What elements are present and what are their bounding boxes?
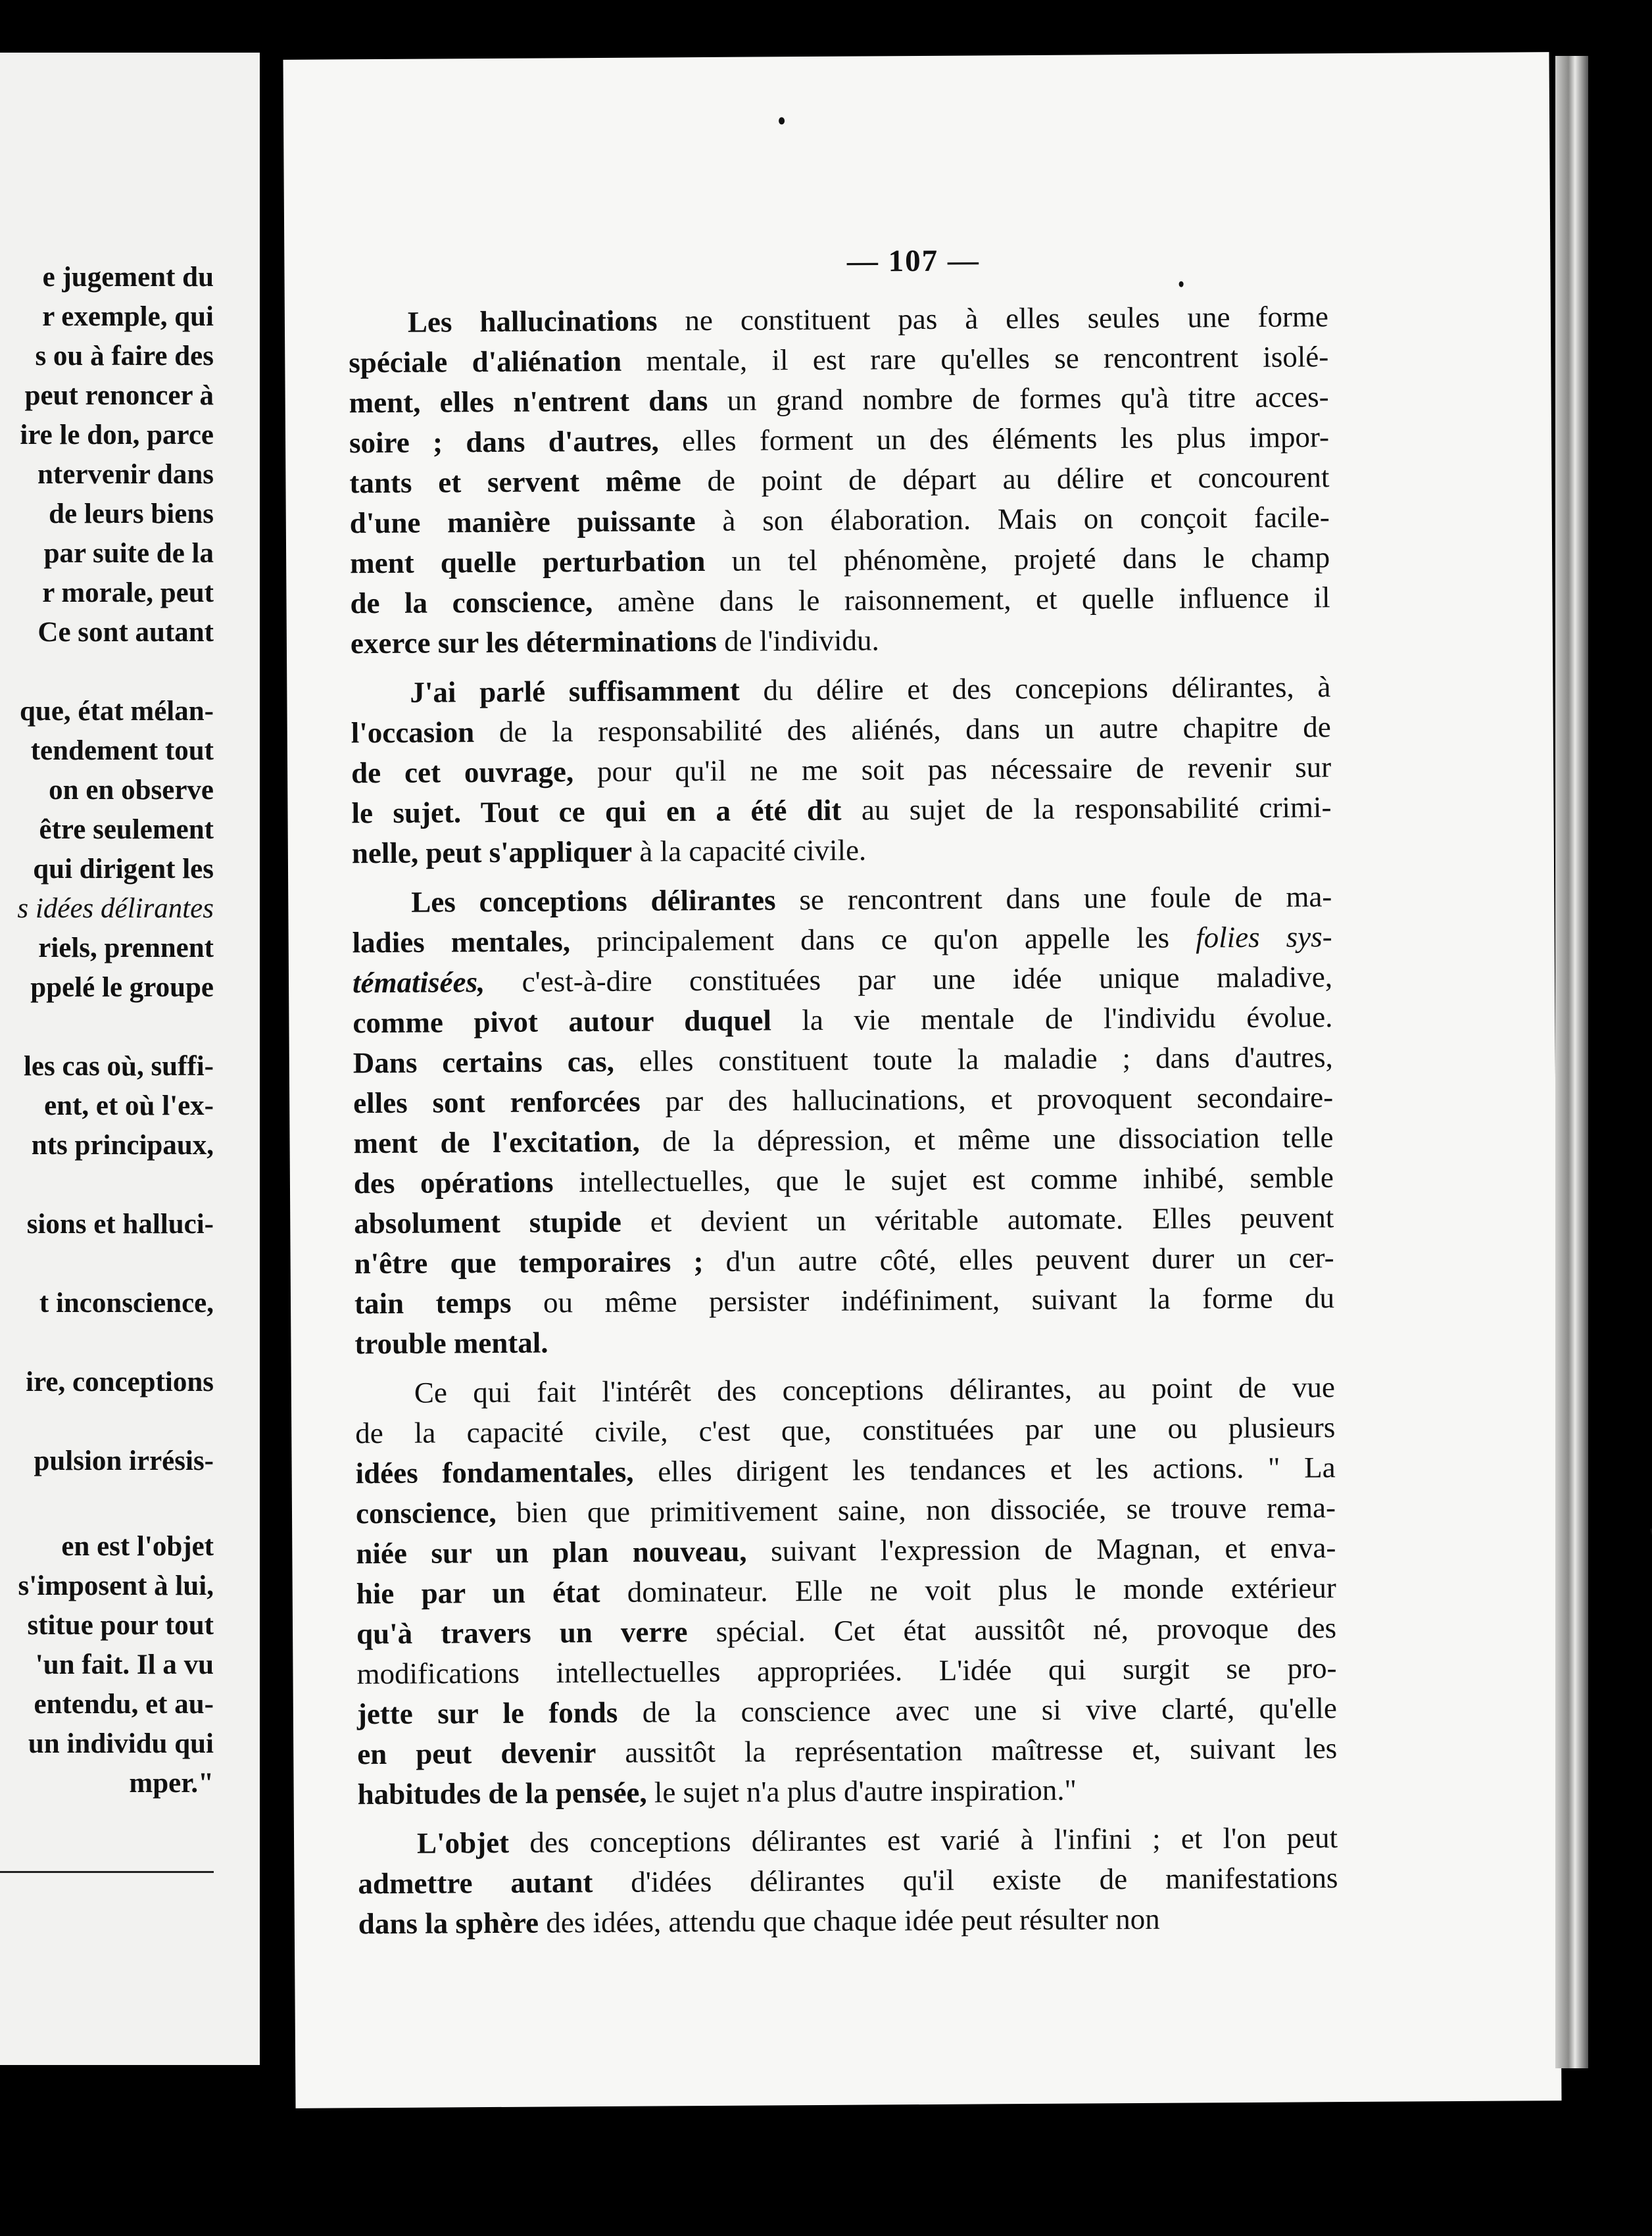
paragraph-line: tain temps ou même persister indéfiniment, suivant la forme du [354,1281,1335,1321]
paragraph-line: ment, elles n'entrent dans un grand nombre de formes qu'à titre acces- [349,380,1329,420]
left-page-line: tendement tout [30,735,214,766]
left-page-rule [0,1871,214,1873]
paragraph-line: Dans certains cas, elles constituent toute la maladie ; dans d'autres, [352,1040,1333,1080]
paragraph-line: ladies mentales, principalement dans ce qu'on appelle les folies sys- [352,920,1332,960]
paragraph-line: spéciale d'aliénation mentale, il est rare qu'elles se rencontrent isolé- [349,340,1329,379]
left-page-line: 'un fait. Il a vu [35,1649,214,1680]
left-page-line: ent, et où l'ex- [44,1090,214,1121]
main-page [283,52,1562,2108]
left-page-line: r exemple, qui [42,301,214,332]
left-page-line: mper." [129,1768,214,1799]
left-page-line: s ou à faire des [35,341,214,372]
paragraph-line: tants et servent même de point de départ au délire et concourent [349,460,1330,500]
paragraph-first-line: J'ai parlé suffisamment du délire et des concepions délirantes, à [410,670,1331,709]
facing-page-left [0,53,260,2065]
left-page-line: entendu, et au- [34,1689,214,1720]
page-number: — 107 — [846,243,981,279]
paragraph-line: admettre autant d'idées délirantes qu'il existe de manifestations [358,1861,1338,1901]
paragraph-line: ment de l'excitation, de la dépression, et même une dissociation telle [353,1121,1334,1160]
left-page-line: riels, prennent [38,933,214,963]
paragraph-line: en peut devenir aussitôt la représentation maîtresse et, suivant les [357,1732,1338,1771]
left-page-line: nts principaux, [31,1130,214,1161]
left-page-line: qui dirigent les [33,854,214,885]
left-page-line: les cas où, suffi- [23,1051,214,1082]
ink-spot [779,117,785,124]
paragraph-line: de la conscience, amène dans le raisonnement, et quelle influence il [350,581,1330,620]
paragraph-line: n'être que temporaires ; d'un autre côté, elles peuvent durer un cer- [354,1241,1334,1280]
paragraph-line: comme pivot autour duquel la vie mentale de l'individu évolue. [352,1000,1333,1040]
paragraph-first-line: Ce qui fait l'intérêt des conceptions délirantes, au point de vue [414,1371,1336,1409]
paragraph-line: jette sur le fonds de la conscience avec une si vive clarté, qu'elle [356,1691,1337,1731]
paragraph-line: l'occasion de la responsabilité des aliénés, dans un autre chapitre de [351,710,1331,750]
left-page-line: ntervenir dans [37,459,214,490]
left-page-line: être seulement [39,814,214,845]
left-page-line: s'imposent à lui, [18,1570,214,1601]
left-page-line: t inconscience, [39,1288,214,1319]
body-text [349,297,1338,1944]
ink-spot [1179,281,1184,287]
left-page-line: Ce sont autant [37,617,214,648]
left-page-line: peut renoncer à [24,380,214,411]
page-edge [1555,56,1588,2068]
paragraph-line: ment quelle perturbation un tel phénomène, projeté dans le champ [350,541,1330,580]
paragraph-line: trouble mental. [354,1326,548,1361]
left-page-line: on en observe [49,775,214,806]
paragraph-line: absolument stupide et devient un véritable automate. Elles peuvent [354,1201,1334,1240]
left-page-line: r morale, peut [42,577,214,608]
paragraph-line: d'une manière puissante à son élaboration. Mais on conçoit facile- [349,500,1330,540]
left-page-line: ppelé le groupe [30,972,214,1003]
paragraph-line: tématisées, c'est-à-dire constituées par une idée unique maladive, [352,960,1333,1000]
left-page-line: sions et halluci- [26,1209,214,1240]
left-page-line: ire le don, parce [20,420,214,450]
left-page-line: pulsion irrésis- [34,1446,214,1476]
paragraph-line: nelle, peut s'appliquer à la capacité civile. [351,833,867,870]
paragraph-line: elles sont renforcées par des hallucinations, et provoquent secondaire- [353,1081,1334,1120]
paragraph-first-line: Les conceptions délirantes se rencontrent dans une foule de ma- [411,880,1332,919]
left-page-line: e jugement du [42,262,214,293]
paragraph-line: le sujet. Tout ce qui en a été dit au sujet de la responsabilité crimi- [351,790,1332,830]
paragraph-first-line: Les hallucinations ne constituent pas à elles seules une forme [407,300,1329,339]
paragraph-line: idées fondamentales, elles dirigent les tendances et les actions. " La [355,1451,1336,1490]
paragraph-line: des opérations intellectuelles, que le sujet est comme inhibé, semble [353,1161,1334,1200]
left-page-line: stitue pour tout [27,1610,214,1641]
paragraph-line: hie par un état dominateur. Elle ne voit plus le monde extérieur [356,1571,1336,1611]
left-page-line: que, état mélan- [20,696,214,727]
paragraph-first-line: L'objet des conceptions délirantes est varié à l'infini ; et l'on peut [416,1821,1338,1860]
left-page-line: un individu qui [28,1728,214,1759]
paragraph-line: dans la sphère des idées, attendu que chaque idée peut résulter non [358,1902,1160,1941]
left-page-line: de leurs biens [49,498,214,529]
left-page-line: par suite de la [43,538,214,569]
paragraph-line: de cet ouvrage, pour qu'il ne me soit pas nécessaire de revenir sur [351,750,1332,790]
paragraph-line: niée sur un plan nouveau, suivant l'expression de Magnan, et enva- [356,1531,1336,1570]
paragraph-line: exerce sur les déterminations de l'individu. [350,623,879,660]
paragraph-line: qu'à travers un verre spécial. Cet état aussitôt né, provoque des [356,1611,1337,1651]
paragraph-line: modifications intellectuelles appropriées. L'idée qui surgit se pro- [356,1651,1337,1691]
left-page-line: en est l'objet [61,1531,214,1562]
paragraph-line: de la capacité civile, c'est que, constituées par une ou plusieurs [355,1411,1336,1450]
paragraph-line: habitudes de la pensée, le sujet n'a plus d'autre inspiration." [357,1773,1077,1811]
left-page-line: s idées délirantes [17,893,214,924]
left-page-line: ire, conceptions [26,1367,214,1398]
paragraph-line: soire ; dans d'autres, elles forment un des éléments les plus impor- [349,420,1330,460]
paragraph-line: conscience, bien que primitivement saine, non dissociée, se trouve rema- [355,1491,1336,1530]
